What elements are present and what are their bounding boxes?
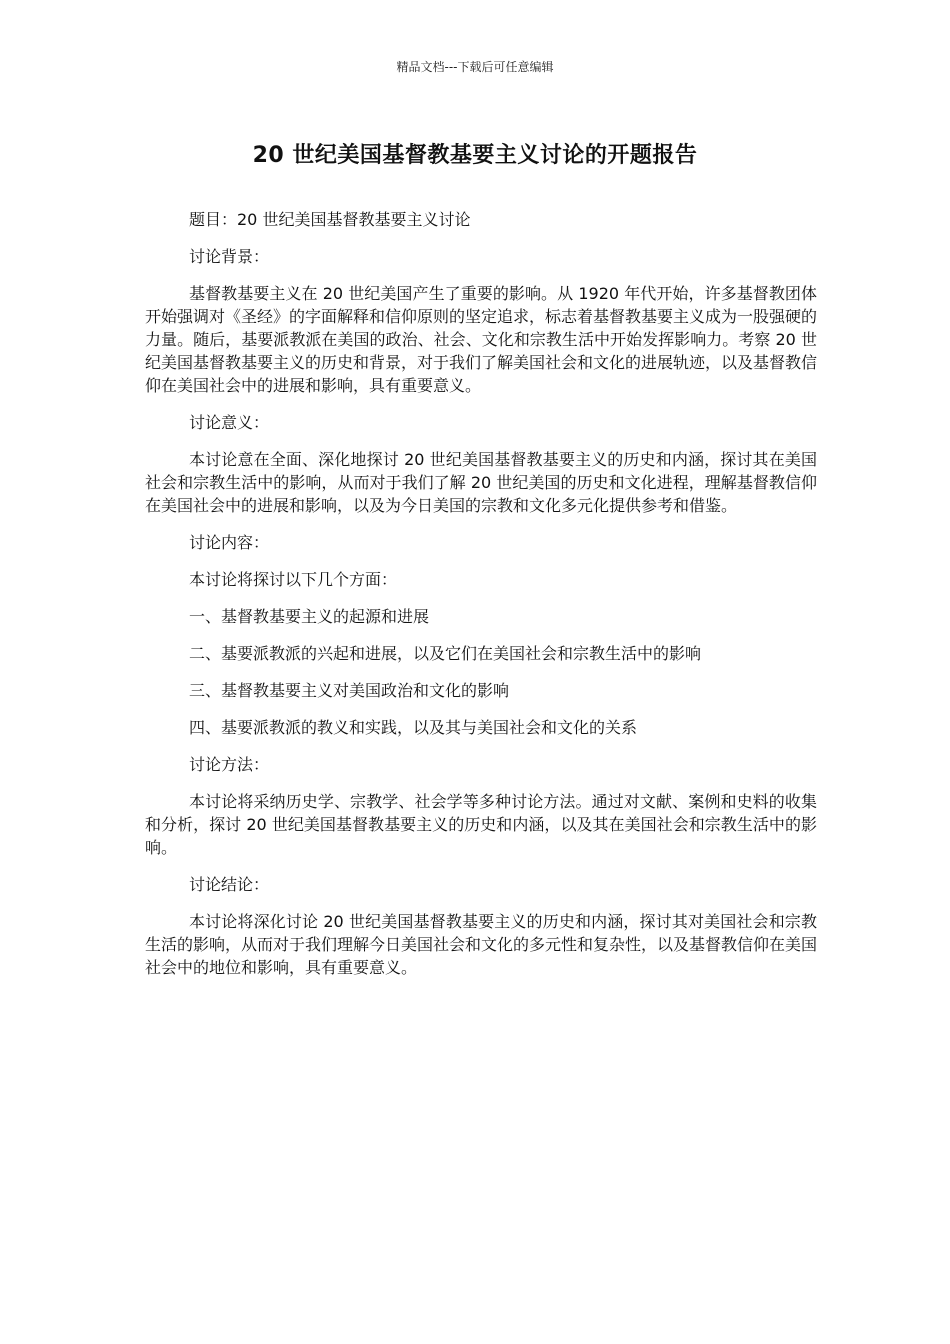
document-body [145,208,817,993]
conclusion-paragraph: 本讨论将深化讨论 20 世纪美国基督教基要主义的历史和内涵，探讨其对美国社会和宗教生活的影响，从而对于我们理解今日美国社会和文化的多元性和复杂性，以及基督教信仰在美国社会中的地位和影响，具有重要意义。 [145,912,818,977]
content-intro: 本讨论将探讨以下几个方面： [189,570,398,589]
document-title: 20 世纪美国基督教基要主义讨论的开题报告 [252,143,698,168]
subject-line: 题目：20 世纪美国基督教基要主义讨论 [189,210,471,229]
background-paragraph: 基督教基要主义在 20 世纪美国产生了重要的影响。从 1920 年代开始，许多基督教团体开始强调对《圣经》的字面解释和信仰原则的坚定追求，标志着基督教基要主义成为一股强硬的力量。随后，基要派教派在美国的政治、社会、文化和宗教生活中开始发挥影响力。考察 20 世纪美国基督教基要主义的历史和背景，对于我们了解美国社会和文化的进展轨迹，以及基督教信仰在美国社会中的进展和影响，具有重要意义。 [145,284,818,395]
significance-heading: 讨论意义： [189,413,270,432]
header-note: 精品文档---下载后可任意编辑 [396,60,554,74]
significance-paragraph: 本讨论意在全面、深化地探讨 20 世纪美国基督教基要主义的历史和内涵，探讨其在美国社会和宗教生活中的影响，从而对于我们了解 20 世纪美国的历史和文化进程，理解基督教信仰在美国社会中的进展和影响，以及为今日美国的宗教和文化多元化提供参考和借鉴。 [145,450,817,515]
method-paragraph: 本讨论将采纳历史学、宗教学、社会学等多种讨论方法。通过对文献、案例和史料的收集和分析，探讨 20 世纪美国基督教基要主义的历史和内涵，以及其在美国社会和宗教生活中的影响。 [145,792,817,857]
content-item-3: 三、基督教基要主义对美国政治和文化的影响 [189,681,510,700]
content-item-1: 一、基督教基要主义的起源和进展 [189,607,430,626]
content-heading: 讨论内容： [189,533,270,552]
method-heading: 讨论方法： [189,755,270,774]
background-heading: 讨论背景： [189,247,270,266]
content-item-4: 四、基要派教派的教义和实践，以及其与美国社会和文化的关系 [189,718,638,737]
content-item-2: 二、基要派教派的兴起和进展，以及它们在美国社会和宗教生活中的影响 [189,644,702,663]
conclusion-heading: 讨论结论： [189,875,270,894]
